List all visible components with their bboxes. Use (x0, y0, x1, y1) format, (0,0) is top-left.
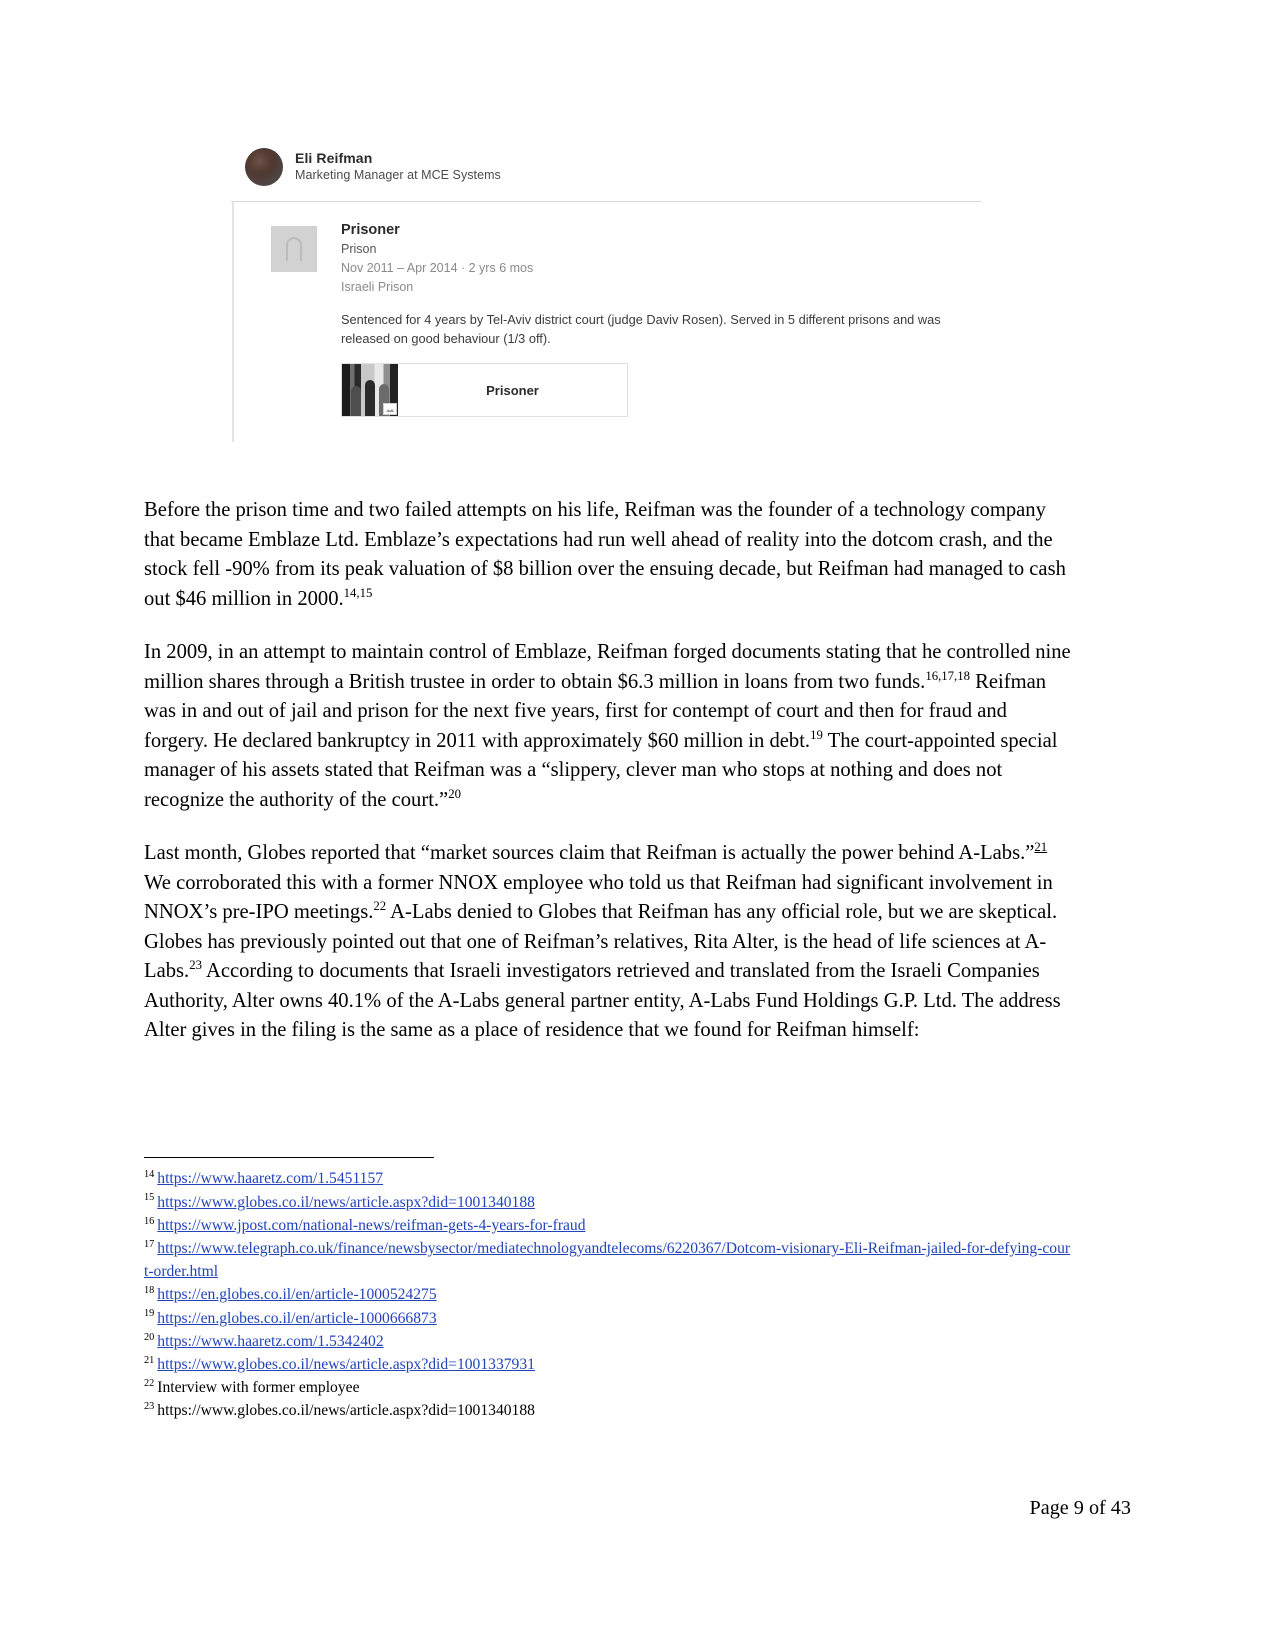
footnote-ref-14-15[interactable]: 14,15 (343, 585, 373, 600)
footnote-link[interactable]: https://www.globes.co.il/news/article.aspx?did=1001337931 (157, 1356, 535, 1374)
section-left-rule (232, 202, 234, 442)
footnote-item (144, 1307, 1074, 1330)
footnote-item (144, 1376, 1074, 1399)
footnote-number: 17 (144, 1238, 155, 1250)
footnote-number: 15 (144, 1192, 155, 1204)
footnote-link[interactable]: https://www.telegraph.co.uk/finance/newsbysector/mediatechnologyandtelecoms/6220367/Dotcom-visionary-Eli-Reifman-jailed-for-defying-court-order.html (144, 1240, 1071, 1281)
footnote-item (144, 1399, 1074, 1422)
company-logo-icon (271, 226, 317, 272)
paragraph-3-text-d: According to documents that Israeli investigators retrieved and translated from the Israeli Companies Authority, Alter owns 40.1% of the A-Labs general partner entity, A-Labs Fund Holdings G.P. Ltd. The address Alter gives in the filing is the same as a place of residence that we found for Reifman himself: (144, 960, 1061, 1041)
experience-entry (271, 220, 971, 348)
experience-company: Prison (341, 242, 377, 256)
footnote-separator-rule (144, 1157, 434, 1158)
footnotes-section (144, 1157, 1074, 1423)
media-thumbnail (342, 364, 398, 416)
paragraph-1-text: Before the prison time and two failed attempts on his life, Reifman was the founder of a technology company that became Emblaze Ltd. Emblaze’s expectations had run well ahead of reality into the dotcom crash, and the stock fell -90% from its peak valuation of $8 billion over the ensuing decade, but Reifman had managed to cash out $46 million in 2000. (144, 499, 1066, 610)
experience-role: Prisoner (341, 222, 400, 238)
footnote-number: 23 (144, 1401, 155, 1413)
footnote-item (144, 1191, 1074, 1214)
footnote-ref-19[interactable]: 19 (810, 727, 823, 742)
paragraph-2-text-c: The court-appointed special manager of his assets stated that Reifman was a “slippery, clever man who stops at nothing and does not recognize the authority of the court.” (144, 729, 1058, 811)
footnote-number: 20 (144, 1331, 155, 1343)
footnote-ref-23[interactable]: 23 (189, 958, 202, 973)
footnote-link[interactable]: https://www.haaretz.com/1.5342402 (157, 1332, 384, 1350)
avatar (245, 148, 283, 186)
footnote-text: https://www.globes.co.il/news/article.aspx?did=1001340188 (157, 1402, 535, 1420)
header-divider (231, 201, 981, 202)
paragraph-3-text-a: Last month, Globes reported that “market sources claim that Reifman is actually the power behind A-Labs.” (144, 842, 1035, 864)
footnote-link[interactable]: https://www.haaretz.com/1.5451157 (157, 1170, 384, 1188)
footnote-item (144, 1283, 1074, 1306)
footnote-text: Interview with former employee (157, 1379, 360, 1397)
footnote-number: 19 (144, 1308, 155, 1320)
footnote-number: 18 (144, 1285, 155, 1297)
footnote-number: 14 (144, 1169, 155, 1181)
image-badge-icon (383, 403, 397, 415)
footnote-number: 21 (144, 1354, 155, 1366)
footnote-item (144, 1330, 1074, 1353)
footnote-list (144, 1167, 1074, 1422)
linkedin-profile-screenshot (231, 138, 981, 443)
footnote-ref-16-17-18[interactable]: 16,17,18 (925, 668, 971, 683)
footnote-number: 16 (144, 1215, 155, 1227)
experience-description: Sentenced for 4 years by Tel-Aviv district court (judge Daviv Rosen). Served in 5 different prisons and was released on good behaviour (1/3 off). (341, 312, 941, 346)
paragraph-3-text-b: We corroborated this with a former NNOX employee who told us that Reifman had significant involvement in NNOX’s pre-IPO meetings. (144, 871, 1053, 923)
footnote-item (144, 1353, 1074, 1376)
media-attachment-card[interactable] (341, 363, 628, 417)
footnote-number: 22 (144, 1378, 155, 1390)
paragraph-3-text-c: A-Labs denied to Globes that Reifman has any official role, but we are skeptical. Globes has previously pointed out that one of Reifman’s relatives, Rita Alter, is the head of life sciences at A-Labs. (144, 901, 1058, 982)
experience-dates: Nov 2011 – Apr 2014 · 2 yrs 6 mos (341, 261, 534, 275)
paragraph-2-text-a: In 2009, in an attempt to maintain control of Emblaze, Reifman forged documents stating that he controlled nine million shares through a British trustee in order to obtain $6.3 million in loans from two funds. (144, 641, 1071, 693)
profile-header (245, 148, 501, 186)
media-title: Prisoner (486, 382, 539, 398)
footnote-link[interactable]: https://en.globes.co.il/en/article-1000666873 (157, 1309, 437, 1327)
footnote-ref-21[interactable]: 21 (1034, 840, 1048, 855)
experience-location: Israeli Prison (341, 280, 414, 294)
paragraph-2 (144, 638, 1074, 815)
footnote-item (144, 1237, 1074, 1283)
page-number-footer: Page 9 of 43 (1029, 1497, 1131, 1519)
footnote-link[interactable]: https://en.globes.co.il/en/article-1000524275 (157, 1286, 437, 1304)
paragraph-1 (144, 496, 1074, 614)
footnote-item (144, 1214, 1074, 1237)
footnote-item (144, 1167, 1074, 1190)
footnote-ref-22[interactable]: 22 (373, 899, 387, 914)
paragraph-3 (144, 839, 1074, 1046)
footnote-link[interactable]: https://www.jpost.com/national-news/reifman-gets-4-years-for-fraud (157, 1216, 586, 1234)
footnote-ref-20[interactable]: 20 (448, 786, 461, 801)
footnote-link[interactable]: https://www.globes.co.il/news/article.aspx?did=1001340188 (157, 1193, 535, 1211)
paragraph-2-text-b: Reifman was in and out of jail and prison for the next five years, first for contempt of court and then for fraud and forgery. He declared bankruptcy in 2011 with approximately $60 million in debt. (144, 670, 1047, 752)
document-body (144, 496, 1074, 1046)
profile-name: Eli Reifman (295, 150, 373, 166)
profile-headline: Marketing Manager at MCE Systems (295, 168, 501, 182)
